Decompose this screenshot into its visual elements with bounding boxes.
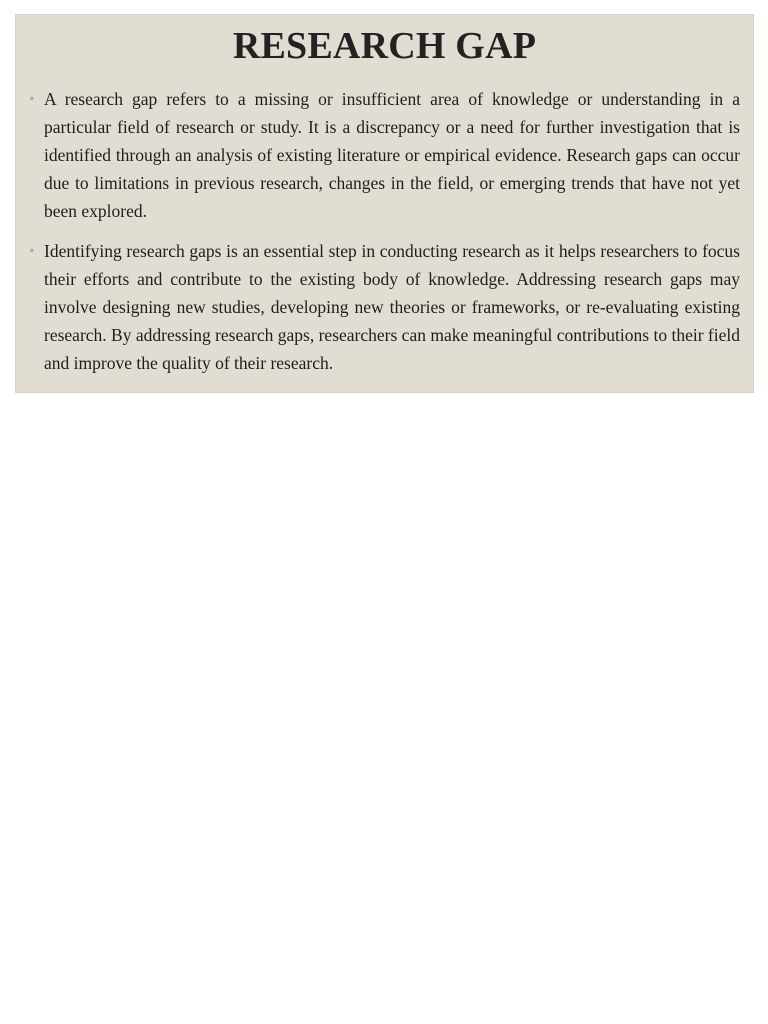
slide (15, 14, 754, 393)
bullet-list (30, 85, 740, 389)
bullet-text: Identifying research gaps is an essential step in conducting research as it helps researchers to focus their efforts and contribute to the existing body of knowledge. Addressing research gaps may involve designing new studies, developing new theories or frameworks, or re-evaluating existing research. By addressing research gaps, researchers can make meaningful contributions to their field and improve the quality of their research. (44, 241, 740, 373)
hollow-circle-bullet-icon: ◦ (30, 245, 34, 257)
bullet-item (30, 237, 740, 377)
bullet-item (30, 85, 740, 225)
hollow-circle-bullet-icon: ◦ (30, 93, 34, 105)
bullet-text: A research gap refers to a missing or insufficient area of knowledge or understanding in a particular field of research or study. It is a discrepancy or a need for further investigation that is identified through an analysis of existing literature or empirical evidence. Research gaps can occur due to limitations in previous research, changes in the field, or emerging trends that have not yet been explored. (44, 89, 740, 221)
slide-title: RESEARCH GAP (232, 25, 537, 67)
